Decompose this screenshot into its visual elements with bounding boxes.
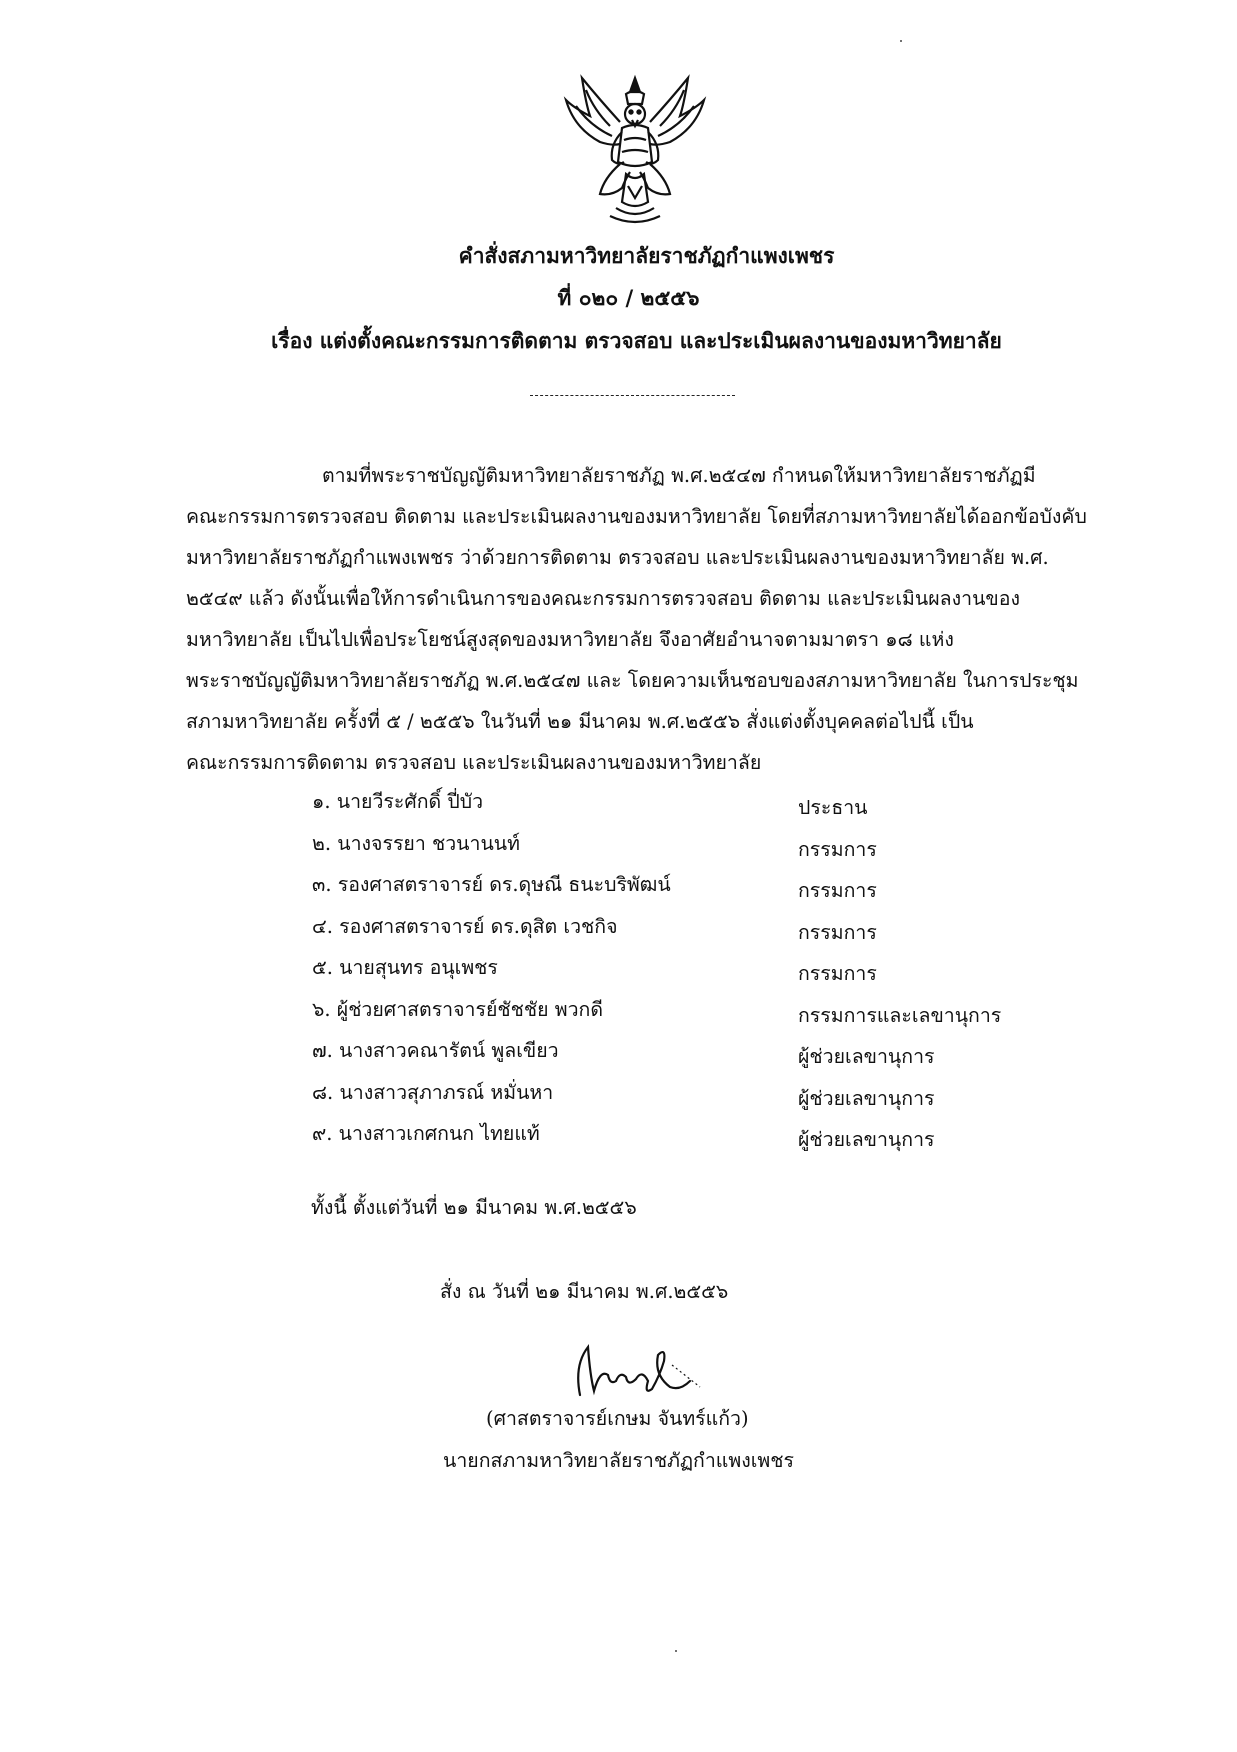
member-role: กรรมการ	[798, 920, 877, 944]
member-row	[312, 905, 1012, 947]
member-role: ผู้ช่วยเลขานุการ	[798, 1086, 935, 1110]
member-row	[312, 946, 1012, 988]
member-name: ๓. รองศาสตราจารย์ ดร.ดุษณี ธนะบริพัฒน์	[312, 873, 671, 896]
divider-line	[530, 395, 735, 396]
signature-icon	[560, 1325, 710, 1405]
signer-title: นายกสภามหาวิทยาลัยราชภัฏกำแพงเพชร	[443, 1449, 794, 1472]
body-line: คณะกรรมการตรวจสอบ ติดตาม และประเมินผลงานของมหาวิทยาลัย โดยที่สภามหาวิทยาลัยได้ออกข้อบังคับ	[186, 505, 1087, 528]
body-line: คณะกรรมการติดตาม ตรวจสอบ และประเมินผลงานของมหาวิทยาลัย	[186, 751, 762, 774]
body-line: ตามที่พระราชบัญญัติมหาวิทยาลัยราชภัฏ พ.ศ.๒๕๔๗ กำหนดให้มหาวิทยาลัยราชภัฏมี	[322, 464, 1036, 487]
member-row	[312, 1029, 1012, 1071]
signer-name: (ศาสตราจารย์เกษม จันทร์แก้ว)	[486, 1407, 749, 1430]
body-line: มหาวิทยาลัยราชภัฏกำแพงเพชร ว่าด้วยการติดตาม ตรวจสอบ และประเมินผลงานของมหาวิทยาลัย พ.ศ.	[186, 546, 1049, 569]
scan-speck	[675, 1650, 677, 1652]
body-line: พระราชบัญญัติมหาวิทยาลัยราชภัฏ พ.ศ.๒๕๔๗ และ โดยความเห็นชอบของสภามหาวิทยาลัย ในการประชุม	[186, 669, 1079, 692]
member-list	[312, 780, 1012, 1154]
member-role: กรรมการ	[798, 837, 877, 861]
member-role: กรรมการและเลขานุการ	[798, 1003, 1002, 1027]
member-row	[312, 822, 1012, 864]
member-row	[312, 1071, 1012, 1113]
member-name: ๗. นางสาวคณารัตน์ พูลเขียว	[312, 1039, 559, 1062]
garuda-emblem-icon	[560, 70, 710, 230]
body-line: ๒๕๔๙ แล้ว ดังนั้นเพื่อให้การดำเนินการของคณะกรรมการตรวจสอบ ติดตาม และประเมินผลงานของ	[186, 587, 1020, 610]
member-name: ๙. นางสาวเกศกนก ไทยแท้	[312, 1122, 540, 1145]
member-row	[312, 1112, 1012, 1154]
effective-date: ทั้งนี้ ตั้งแต่วันที่ ๒๑ มีนาคม พ.ศ.๒๕๕๖	[311, 1196, 637, 1219]
member-row	[312, 988, 1012, 1030]
body-line: สภามหาวิทยาลัย ครั้งที่ ๕ / ๒๕๕๖ ในวันที่ ๒๑ มีนาคม พ.ศ.๒๕๕๖ สั่งแต่งตั้งบุคคลต่อไปนี้ เป็น	[186, 710, 974, 733]
member-role: กรรมการ	[798, 879, 877, 902]
member-role: ผู้ช่วยเลขานุการ	[798, 1045, 935, 1068]
member-name: ๑. นายวีระศักดิ์ ปี่บัว	[312, 790, 484, 813]
member-name: ๖. ผู้ช่วยศาสตราจารย์ชัชชัย พวกดี	[312, 997, 604, 1021]
member-row	[312, 780, 1012, 822]
member-name: ๕. นายสุนทร อนุเพชร	[312, 956, 498, 979]
member-role: ผู้ช่วยเลขานุการ	[798, 1128, 935, 1151]
body-line: มหาวิทยาลัย เป็นไปเพื่อประโยชน์สูงสุดของมหาวิทยาลัย จึงอาศัยอำนาจตามมาตรา ๑๘ แห่ง	[186, 628, 954, 651]
member-name: ๒. นางจรรยา ชวนานนท์	[312, 831, 520, 855]
body-paragraph	[186, 455, 1087, 783]
order-subject: เรื่อง แต่งตั้งคณะกรรมการติดตาม ตรวจสอบ และประเมินผลงานของมหาวิทยาลัย	[271, 328, 1002, 353]
member-row	[312, 863, 1012, 905]
signed-date: สั่ง ณ วันที่ ๒๑ มีนาคม พ.ศ.๒๕๕๖	[440, 1280, 729, 1303]
member-role: กรรมการ	[798, 962, 877, 985]
member-role: ประธาน	[798, 796, 868, 819]
order-number: ที่ ๐๒๐ / ๒๕๕๖	[557, 285, 700, 310]
scan-speck	[900, 40, 902, 42]
member-name: ๘. นางสาวสุภาภรณ์ หมั่นหา	[312, 1080, 554, 1104]
order-title: คำสั่งสภามหาวิทยาลัยราชภัฏกำแพงเพชร	[458, 243, 835, 268]
member-name: ๔. รองศาสตราจารย์ ดร.ดุสิต เวชกิจ	[312, 914, 618, 938]
